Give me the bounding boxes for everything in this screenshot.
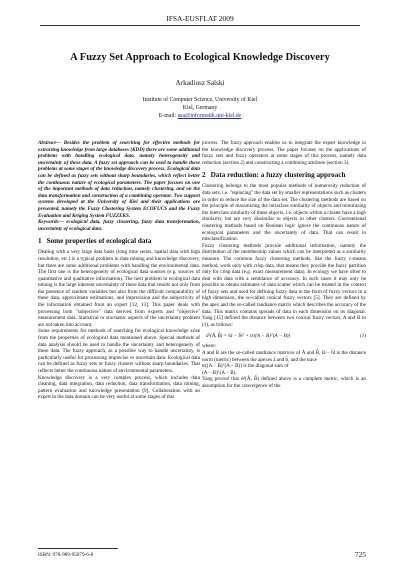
section-number: 1 (38, 237, 42, 246)
body-paragraph: Dealing with a very large data basis (long time series, spatial data with high resolution, etc.) is a typical problem in data mining and knowledge discovery, but there are some additional problems with handling the environmental data. The first one is the heterogeneity of ecological data sources (e.g. sources of quantitative and qualitative information). The next problem in ecological data mining is the large inherent uncertainty of these data that results not only from the presence of random variables but also from the difficult comparability of these data, approximate estimations, and imprecision and the subjectivity of the information obtained from an expert [12, 13]. This paper deals with processing both "subjective" data derived from experts and "objective" measurement data. Statistical or stochastic aspects of the uncertainty problem are not taken into account. (38, 249, 200, 328)
body-paragraph: Clustering belongs to the most popular methods of numerosity reduction of data sets, i.e. "replacing" the data set by smaller representations such as clusters in order to reduce the size of the data set. The clustering methods are based on the principle of maximizing the intraclass similarity of objects and minimizing the interclass similarity of these objects, i.e. objects within a cluster have a high similarity, but are very dissimilar to objects in other clusters. Conventional clustering methods based on Boolean logic ignore the continuous nature of ecological parameters and the uncertainty of data. That can result in misclassification. (202, 183, 366, 243)
body-paragraph: Fuzzy clustering methods provide additional information, namely the distribution of the membership values which can be interpreted as a similarity measure. The common fuzzy clustering methods, like the fuzzy c-means method, work only with crisp data, that means they provide the fuzzy partition only for crisp data (e.g. exact measurement data). In ecology we have often to deal with data with a semblance of accuracy. In such cases it may only be possible to obtain estimates of data scatter which can be treated in the context of fuzzy sets and used for defining fuzzy data in the form of fuzzy vectors in a high dimension, the so-called conical fuzzy vectors [5]. They are defined by the apex and the so-called randiance matrix which describes the accuracy of the data. This matrix contains spreads of data in each dimension on its diagonal. Yang [15] defined the distance between two conical fuzzy vectors, A and B in (1), as follows: (202, 242, 366, 328)
page-number: 725 (354, 550, 366, 559)
abstract-label: Abstract (38, 140, 56, 146)
body-paragraph: tr((A − B)ᵀ(A − B)) is the diagonal sum of (202, 363, 289, 370)
abstract (38, 140, 200, 219)
left-column (38, 140, 200, 401)
paper-title: A Fuzzy Set Approach to Ecological Knowledge Discovery (70, 52, 330, 63)
body-paragraph: A and B are the so-called randiance matrices of Ã and B̃, ‖ā − b̄‖ is the distance norm (metric) between the apexes ā and b̄, and the trace (202, 350, 366, 363)
keywords (38, 219, 200, 232)
right-column (202, 140, 366, 390)
affiliation-line: Kiel, Germany (182, 105, 218, 111)
equation-number: (1) (360, 332, 366, 339)
section-title: Some properties of ecological data (46, 237, 152, 246)
abstract-text: — Besides the problem of searching for effective methods for extracting knowledge from large databases (KDD) there are some additional problems with handling ecological data, namely heterogeneity and uncertainty of these data. A fuzzy set approach can be used to handle these problems at some stages of the knowledge discovery process. Ecological data can be defined as fuzzy sets without sharp boundaries, which reflect better the continuous nature of ecological parameters. The paper focuses on one of the important methods of data reduction, namely clustering, and on the data transformation and construction of a combining operator. Two support systems developed at the University of Kiel and their applications are presented, namely the Fuzzy Clustering System ECOFUCS and the Fuzzy Evaluation and Kriging System FUZZEKS. (38, 140, 200, 219)
equation-body: d²(Ã, B̃) = ‖ā − b̄‖² + tr((A − B)ᵀ(A − B)) (206, 332, 291, 339)
header-rule (40, 25, 360, 26)
section-heading-1 (38, 237, 200, 246)
email-label: E-mail: (158, 113, 178, 119)
keywords-label: Keywords (38, 219, 59, 226)
body-paragraph: where: (202, 343, 216, 350)
body-paragraph: Yang proved that d²(Ã, B̃) defined above is a complete metric, which is an assumption for the convergence of the (202, 376, 366, 389)
keywords-text: — ecological data, fuzzy clustering, fuzzy data transformation, uncertainty of ecological data. (38, 219, 200, 232)
running-header: IFSA-EUSFLAT 2009 (166, 14, 234, 23)
body-paragraph: (A − B)ᵀ(A − B). (202, 369, 237, 376)
email-link[interactable]: asa@informatik.uni-kiel.de (177, 113, 242, 119)
footer-rule (38, 548, 118, 549)
isbn: ISBN: 978-989-95079-6-8 (38, 552, 94, 558)
body-paragraph: process. The fuzzy approach enables us to integrate the expert knowledge in the knowledge discovery process. The paper focuses on the applications of fuzzy sets and fuzzy operators at some stages of this process, namely data reduction (section 2) and constructing a combining attribute (section 3). (202, 140, 366, 166)
affiliation-block (0, 96, 400, 120)
body-paragraph: Some requirements for methods of searching for ecological knowledge arise from the properties of ecological data mentioned above. Special methods of data analysis should be used to handle the uncertainty and heterogeneity of these data. The fuzzy approach, as a possible way to handle uncertainty, is particularly useful for processing imprecise or uncertain data. Ecological data can be defined as fuzzy sets or fuzzy clusters without sharp boundaries. That reflects better the continuous nature of environmental parameters. (38, 328, 200, 374)
author-name: Arkadiusz Salski (175, 79, 225, 87)
body-paragraph: Knowledge discovery is a very complex process, which includes data cleaning, data integration, data reduction, data transformation, data mining, pattern evaluation and knowledge presentation [9]. Collaboration with an expert in the data domain can be very useful at some stages of this (38, 374, 200, 401)
affiliation-line: Institute of Computer Science, University of Kiel (142, 97, 258, 103)
email-line (0, 112, 400, 120)
section-title: Data reduction: a fuzzy clustering approach (210, 171, 346, 180)
equation-1 (202, 330, 366, 341)
section-number: 2 (202, 171, 206, 180)
section-heading-2 (202, 171, 366, 180)
